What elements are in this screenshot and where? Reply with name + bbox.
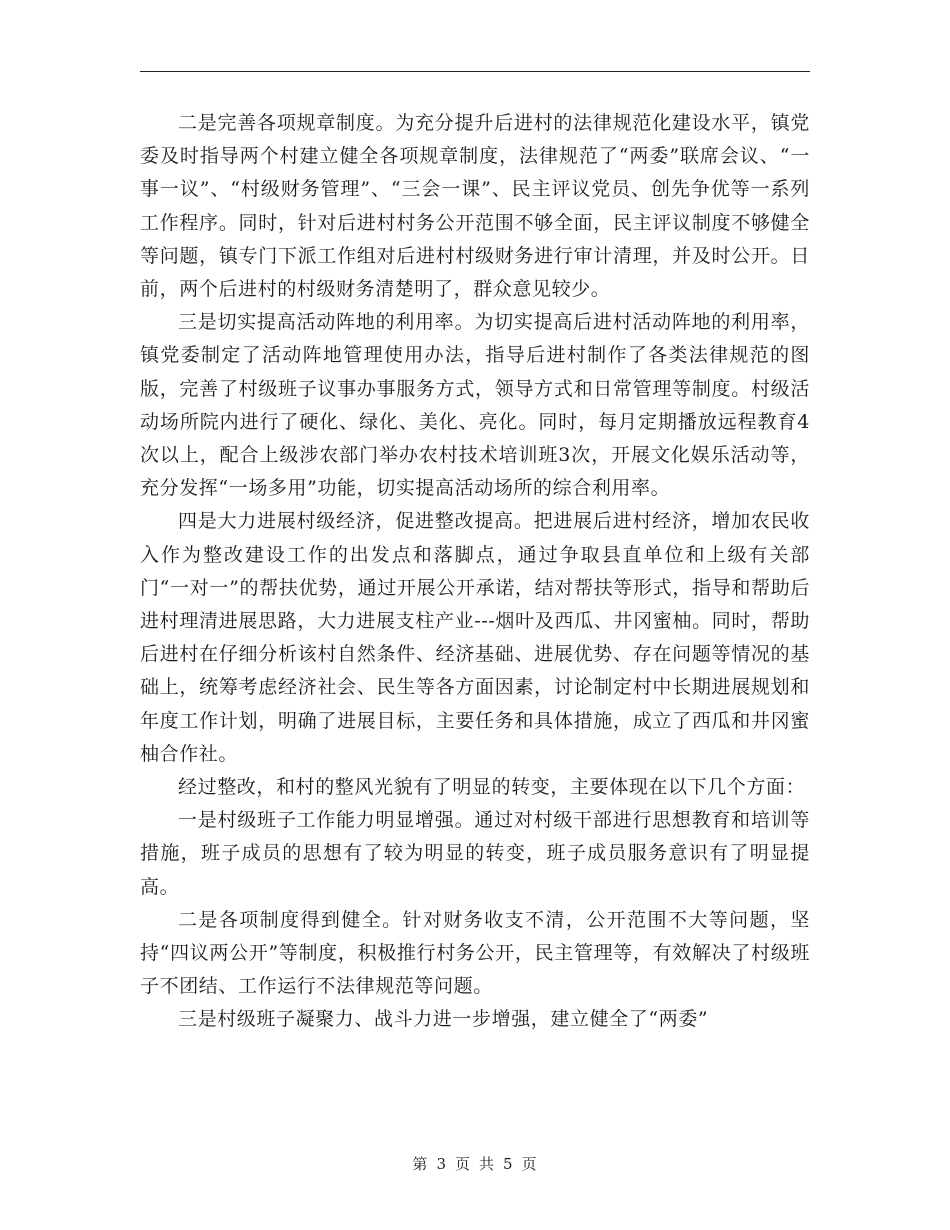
footer-page-word: 页 (454, 1155, 471, 1173)
footer-suffix: 页 (521, 1155, 538, 1173)
footer-total-pages: 5 (503, 1155, 514, 1173)
footer-total-word: 共 (479, 1155, 496, 1173)
paragraph-systems-improved: 二是各项制度得到健全。针对财务收支不清，公开范围不大等问题，坚持“四议两公开”等制度，积极推行村务公开，民主管理等，有效解决了村级班子不团结、工作运行不法律规范等问题。 (140, 908, 810, 998)
page-footer (0, 1153, 950, 1174)
paragraph-capacity-improved: 一是村级班子工作能力明显增强。通过对村级干部进行思想教育和培训等措施，班子成员的思想有了较为明显的转变，班子成员服务意识有了明显提高。 (140, 809, 810, 898)
paragraph-regulations: 二是完善各项规章制度。为充分提升后进村的法律规范化建设水平，镇党委及时指导两个村建立健全各项规章制度，法律规范了“两委”联席会议、“一事一议”、“村级财务管理”、“三会一课”、民主评议党员、创先争优等一系列工作程序。同时，针对后进村村务公开范围不够全面，民主评议制度不够健全等问题，镇专门下派工作组对后进村村级财务进行审计清理，并及时公开。日前，两个后进村的村级财务清楚明了，群众意见较少。 (140, 112, 810, 301)
header-rule (140, 71, 810, 72)
footer-prefix: 第 (412, 1155, 429, 1173)
paragraph-village-economy: 四是大力进展村级经济，促进整改提高。把进展后进村经济，增加农民收入作为整改建设工作的出发点和落脚点，通过争取县直单位和上级有关部门“一对一”的帮扶优势，通过开展公开承诺，结对帮扶等形式，指导和帮助后进村理清进展思路，大力进展支柱产业---烟叶及西瓜、井冈蜜柚。同时，帮助后进村在仔细分析该村自然条件、经济基础、进展优势、存在问题等情况的基础上，统筹考虑经济社会、民生等各方面因素，讨论制定村中长期进展规划和年度工作计划，明确了进展目标，主要任务和具体措施，成立了西瓜和井冈蜜柚合作社。 (140, 510, 810, 765)
paragraph-cohesion: 三是村级班子凝聚力、战斗力进一步增强，建立健全了“两委” (178, 1008, 709, 1031)
paragraph-rectification-summary: 经过整改，和村的整风光貌有了明显的转变，主要体现在以下几个方面： (178, 776, 806, 799)
footer-page-number: 3 (436, 1155, 447, 1173)
paragraph-activity-venue: 三是切实提高活动阵地的利用率。为切实提高后进村活动阵地的利用率，镇党委制定了活动阵地管理使用办法，指导后进村制作了各类法律规范的图版，完善了村级班子议事办事服务方式，领导方式和日常管理等制度。村级活动场所院内进行了硬化、绿化、美化、亮化。同时，每月定期播放远程教育4次以上，配合上级涉农部门举办农村技术培训班3次，开展文化娱乐活动等，充分发挥“一场多用”功能，切实提高活动场所的综合利用率。 (140, 311, 810, 500)
document-body (140, 107, 810, 1037)
